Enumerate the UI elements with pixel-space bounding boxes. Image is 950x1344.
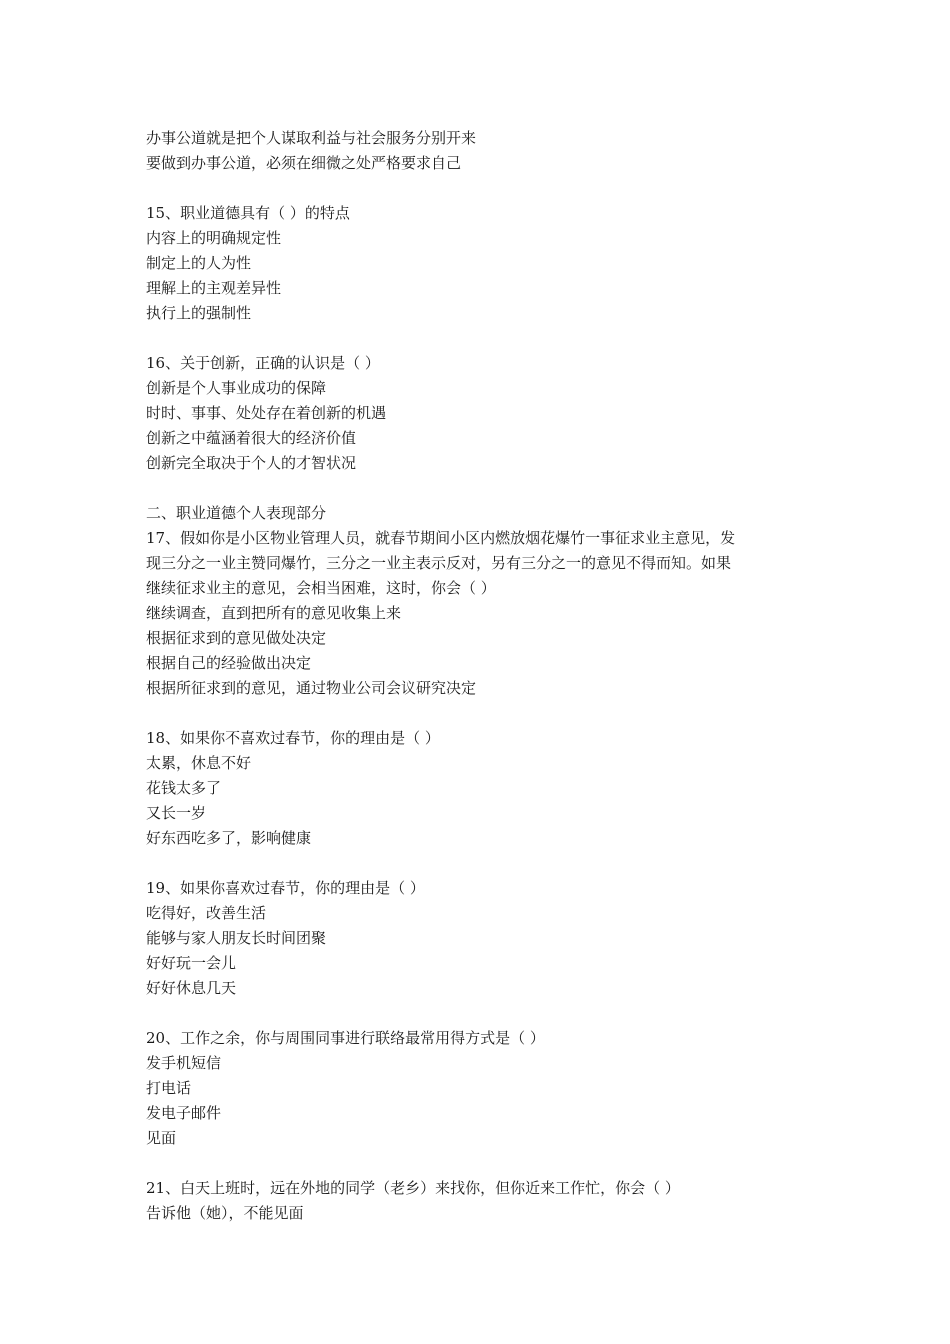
option-line: 打电话 (146, 1079, 192, 1097)
option-line: 根据所征求到的意见，通过物业公司会议研究决定 (146, 679, 477, 697)
document-page (146, 126, 826, 1226)
option-line: 发电子邮件 (146, 1104, 222, 1122)
question-19: 19、如果你喜欢过春节，你的理由是（ ） (146, 879, 425, 897)
option-line: 根据自己的经验做出决定 (146, 654, 312, 672)
option-line: 太累，休息不好 (146, 754, 252, 772)
option-line: 又长一岁 (146, 804, 207, 822)
question-20: 20、工作之余，你与周围同事进行联络最常用得方式是（ ） (146, 1029, 545, 1047)
option-line: 能够与家人朋友长时间团聚 (146, 929, 327, 947)
question-17-line: 继续征求业主的意见，会相当困难，这时，你会（ ） (146, 579, 496, 597)
question-21: 21、白天上班时，远在外地的同学（老乡）来找你，但你近来工作忙，你会（ ） (146, 1179, 680, 1197)
option-line: 好东西吃多了，影响健康 (146, 829, 312, 847)
option-line: 理解上的主观差异性 (146, 279, 282, 297)
question-15: 15、职业道德具有（ ）的特点 (146, 204, 350, 222)
question-17-line: 17、假如你是小区物业管理人员，就春节期间小区内燃放烟花爆竹一事征求业主意见，发 (146, 529, 736, 547)
paragraph-gap (146, 1001, 826, 1026)
option-line: 内容上的明确规定性 (146, 229, 282, 247)
paragraph-gap (146, 701, 826, 726)
question-18: 18、如果你不喜欢过春节，你的理由是（ ） (146, 729, 440, 747)
option-line: 执行上的强制性 (146, 304, 252, 322)
paragraph-gap (146, 1151, 826, 1176)
option-line: 好好休息几天 (146, 979, 237, 997)
option-line: 创新完全取决于个人的才智状况 (146, 454, 357, 472)
option-line: 好好玩一会儿 (146, 954, 237, 972)
option-line: 创新是个人事业成功的保障 (146, 379, 327, 397)
option-line: 办事公道就是把个人谋取利益与社会服务分别开来 (146, 129, 477, 147)
option-line: 根据征求到的意见做处决定 (146, 629, 327, 647)
section-heading: 二、职业道德个人表现部分 (146, 504, 327, 522)
option-line: 花钱太多了 (146, 779, 222, 797)
option-line: 告诉他（她），不能见面 (146, 1204, 304, 1222)
option-line: 吃得好，改善生活 (146, 904, 267, 922)
paragraph-gap (146, 176, 826, 201)
option-line: 要做到办事公道，必须在细微之处严格要求自己 (146, 154, 462, 172)
question-16: 16、关于创新，正确的认识是（ ） (146, 354, 380, 372)
option-line: 发手机短信 (146, 1054, 222, 1072)
option-line: 时时、事事、处处存在着创新的机遇 (146, 404, 387, 422)
paragraph-gap (146, 851, 826, 876)
option-line: 继续调查，直到把所有的意见收集上来 (146, 604, 402, 622)
option-line: 创新之中蕴涵着很大的经济价值 (146, 429, 357, 447)
paragraph-gap (146, 476, 826, 501)
option-line: 见面 (146, 1129, 177, 1147)
question-17-line: 现三分之一业主赞同爆竹，三分之一业主表示反对，另有三分之一的意见不得而知。如果 (146, 554, 732, 572)
option-line: 制定上的人为性 (146, 254, 252, 272)
paragraph-gap (146, 326, 826, 351)
